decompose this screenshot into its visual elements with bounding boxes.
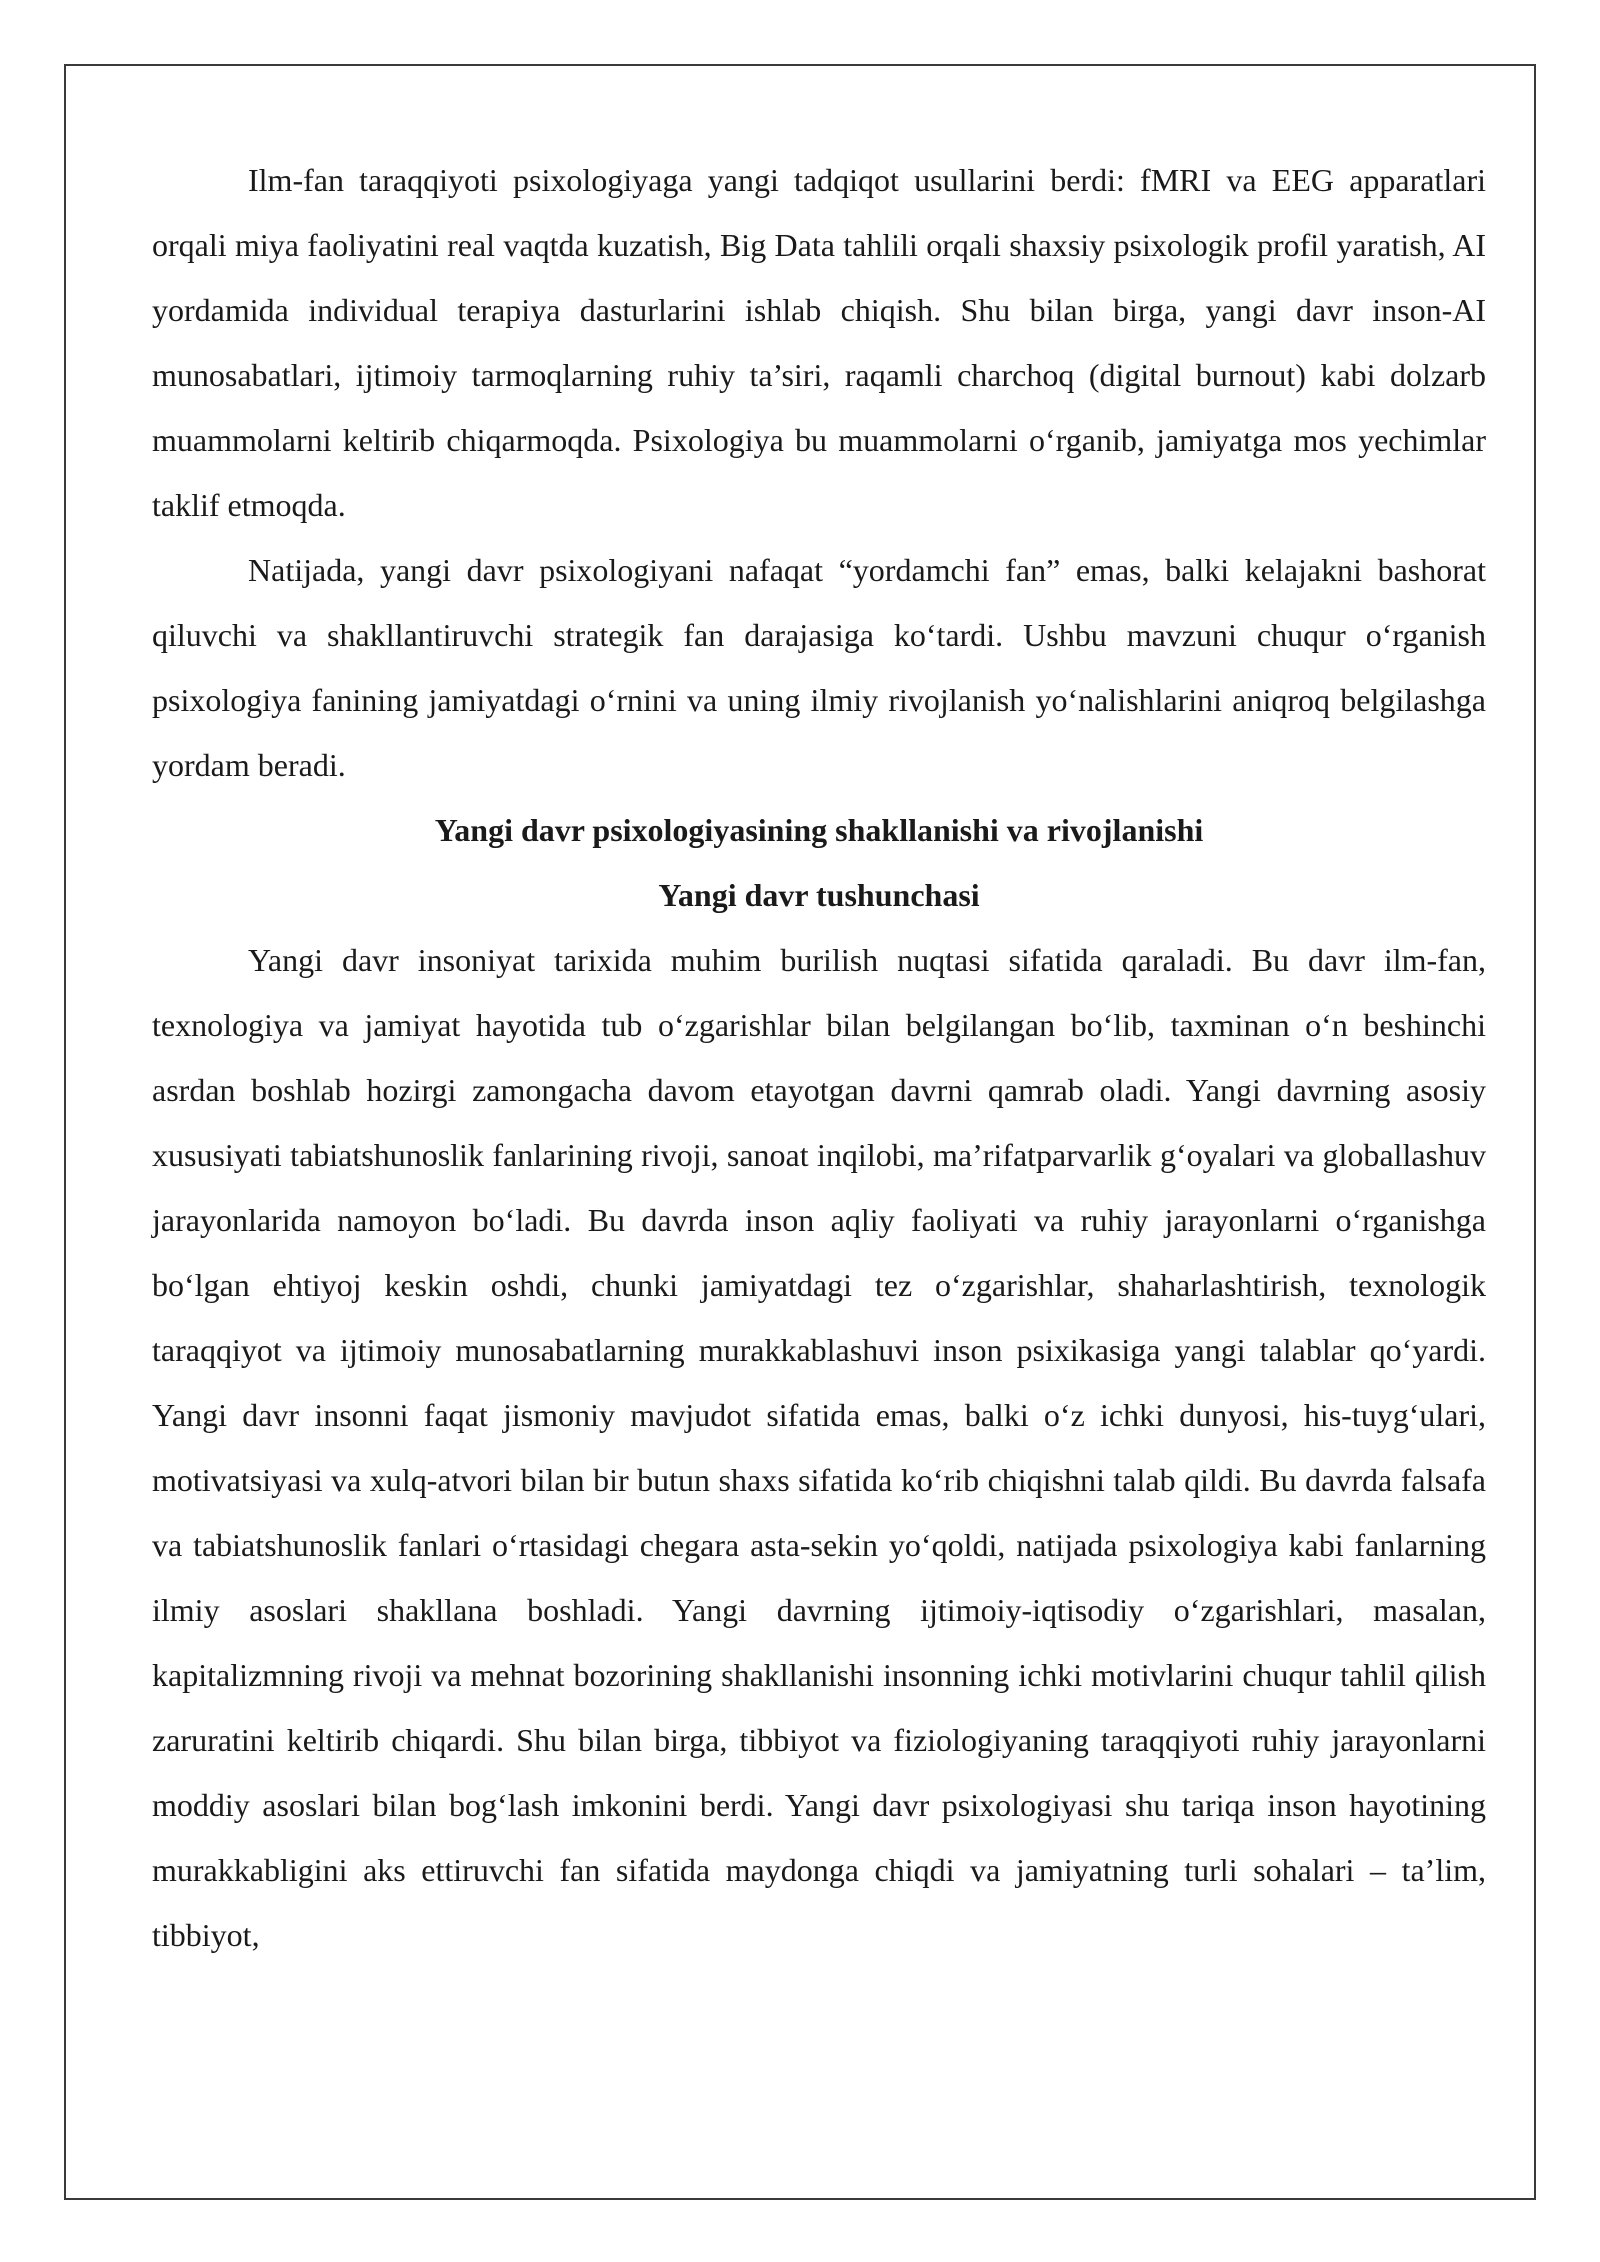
paragraph-new-era: Yangi davr insoniyat tarixida muhim burilish nuqtasi sifatida qaraladi. Bu davr ilm-fan, texnologiya va jamiyat hayotida tub o‘zgarishlar bilan belgilangan bo‘lib, taxminan o‘n beshinchi asrdan boshlab hozirgi zamongacha davom etayotgan davrni qamrab oladi. Yangi davrning asosiy xususiyati tabiatshunoslik fanlarining rivoji, sanoat inqilobi, ma’rifatparvarlik g‘oyalari va globallashuv jarayonlarida namoyon bo‘ladi. Bu davrda inson aqliy faoliyati va ruhiy jarayonlarni o‘rganishga bo‘lgan ehtiyoj keskin oshdi, chunki jamiyatdagi tez o‘zgarishlar, shaharlashtirish, texnologik taraqqiyot va ijtimoiy munosabatlarning murakkablashuvi inson psixikasiga yangi talablar qo‘yardi. Yangi davr insonni faqat jismoniy mavjudot sifatida emas, balki o‘z ichki dunyosi, his-tuyg‘ulari, motivatsiyasi va xulq-atvori bilan bir butun shaxs sifatida ko‘rib chiqishni talab qildi. Bu davrda falsafa va tabiatshunoslik fanlari o‘rtasidagi chegara asta-sekin yo‘qoldi, natijada psixologiya kabi fanlarning ilmiy asoslari shakllana boshladi. Yangi davrning ijtimoiy-iqtisodiy o‘zgarishlari, masalan, kapitalizmning rivoji va mehnat bozorining shakllanishi insonning ichki motivlarini chuqur tahlil qilish zaruratini keltirib chiqardi. Shu bilan birga, tibbiyot va fiziologiyaning taraqqiyoti ruhiy jarayonlarni moddiy asoslari bilan bog‘lash imkonini berdi. Yangi davr psixologiyasi shu tariqa inson hayotining murakkabligini aks ettiruvchi fan sifatida maydonga chiqdi va jamiyatning turli sohalari – ta’lim, tibbiyot, xyxy=(152,942,1486,1953)
subsection-heading: Yangi davr tushunchasi xyxy=(658,877,980,913)
paragraph-research-methods: Ilm-fan taraqqiyoti psixologiyaga yangi tadqiqot usullarini berdi: fMRI va EEG apparatlari orqali miya faoliyatini real vaqtda kuzatish, Big Data tahlili orqali shaxsiy psixologik profil yaratish, AI yordamida individual terapiya dasturlarini ishlab chiqish. Shu bilan birga, yangi davr inson-AI munosabatlari, ijtimoiy tarmoqlarning ruhiy ta’siri, raqamli charchoq (digital burnout) kabi dolzarb muammolarni keltirib chiqarmoqda. Psixologiya bu muammolarni o‘rganib, jamiyatga mos yechimlar taklif etmoqda. xyxy=(152,162,1486,523)
document-body xyxy=(152,148,1486,1968)
section-heading: Yangi davr psixologiyasining shakllanishi va rivojlanishi xyxy=(434,812,1204,848)
paragraph-conclusion: Natijada, yangi davr psixologiyani nafaqat “yordamchi fan” emas, balki kelajakni bashorat qiluvchi va shakllantiruvchi strategik fan darajasiga ko‘tardi. Ushbu mavzuni chuqur o‘rganish psixologiya fanining jamiyatdagi o‘rnini va uning ilmiy rivojlanish yo‘nalishlarini aniqroq belgilashga yordam beradi. xyxy=(152,552,1486,783)
